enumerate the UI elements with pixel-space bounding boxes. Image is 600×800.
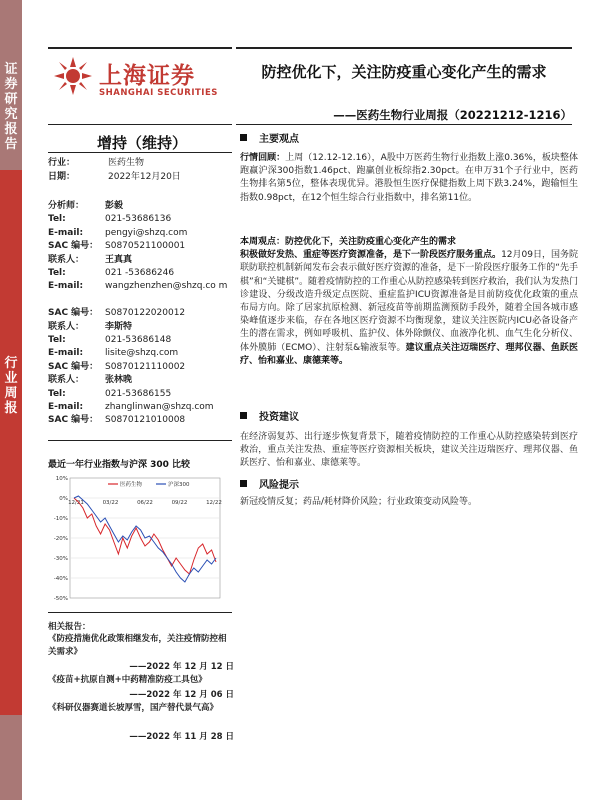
analyst-tel-label: Tel: [48, 214, 66, 225]
chart-ytick-label: -40% [53, 576, 68, 582]
analyst-tel-row [48, 334, 172, 347]
market-review-text: 上周（12.12-12.16），A股中万医药生物行业指数上涨0.36%，板块整体跑赢沪深300指数1.46pct、跑赢创业板综指2.30pct。在申万31个子行业中，医药生物排名第5位，整体表现优异。港股恒生医疗保健指数上周下跌3.24%，跑输恒生指数0.98pct，在12个恒生综合行业指数中，排名第11位。 [240, 153, 578, 203]
analyst-name-value: 张林晚 [105, 375, 133, 386]
related-report-date-row [48, 660, 234, 672]
analyst-tel-label: Tel: [48, 335, 66, 345]
index-comparison-chart [48, 470, 232, 610]
chart-series-line [74, 498, 216, 574]
analyst-name-label: 联系人： [48, 375, 85, 386]
section-main-points [240, 130, 299, 145]
analyst-sac-value: S0870121110002 [105, 361, 186, 372]
date-label: 日期： [48, 172, 76, 182]
section-invest [240, 408, 299, 423]
analyst-name-value: 李斯特 [105, 321, 133, 332]
analyst-name-value: 王真真 [105, 254, 133, 265]
chart-legend-label: 沪深300 [168, 482, 190, 488]
related-report-text: 《防疫措施优化政策相继发布，关注疫情防控相关需求》 [48, 634, 227, 657]
weekly-view-key-point: 积极做好发热、重症等医疗资源准备，是下一阶段医疗服务重点。 [240, 250, 502, 261]
side-label-research-report: 证券研究报告 [4, 62, 18, 152]
chart-xtick-label: 12/21 [68, 500, 84, 506]
chart-bottom-rule [48, 612, 232, 613]
section-risk-title: 风险提示 [259, 480, 299, 491]
section-square-icon [240, 134, 247, 141]
chart-ytick-label: 10% [55, 476, 68, 482]
risk-paragraph: 新冠疫情反复；药品/耗材降价风险；行业政策变动风险等。 [240, 497, 478, 507]
analyst-tel-label: Tel: [48, 388, 66, 399]
analyst-sac-label: SAC 编号： [48, 361, 99, 372]
side-label-weekly-report: 行业周报 [4, 356, 18, 416]
analyst-tel-row [48, 267, 175, 280]
weekly-view-paragraph [240, 236, 578, 368]
weekly-view-text: 12月09日，国务院联防联控机制新闻发布会表示做好医疗资源的准备，是下一阶段医疗服务工作的“先手棋”和“关键棋”。随着疫情防控的工作重心从防控感染转到医疗救治，我们认为发热门诊建设、分级改造升级定点医院、重症监护ICU资源准备是目前防疫优化政策的重点布局方向。除了居家抗原检测、新冠疫苗等前期监测预防手段外，随着全国各城市感染峰值逐步来临，存在各地区医疗资源不均衡现象，建议关注医院内ICU必备设备产生的潜在需求，例如呼吸机、监护仪、体外除颤仪、血液净化机、血气生化分析仪、体外膜肺（ECMO）、注射泵&输液泵等。 [240, 250, 578, 353]
chart-ytick-label: -20% [53, 536, 68, 542]
side-bar-top-segment [0, 0, 22, 170]
analyst-sac-label: SAC 编号： [48, 241, 99, 252]
logo-chinese-name: 上海证券 [99, 63, 195, 89]
analyst-tel-value: 021-53686136 [105, 214, 172, 225]
analyst-email-value: pengyi@shzq.com [105, 227, 188, 238]
chart-xtick-label: 06/22 [137, 500, 153, 506]
analyst-email-label: E-mail: [48, 227, 84, 238]
analyst-name-label: 联系人： [48, 254, 85, 265]
related-reports-title: 相关报告： [48, 622, 91, 632]
logo-english-name: SHANGHAI SECURITIES [99, 88, 218, 98]
chart-svg [48, 470, 232, 610]
industry-row [48, 157, 145, 170]
analyst-sac-value: S0870521100001 [105, 241, 186, 252]
report-subtitle: ——医药生物行业周报（20221212-1216） [333, 108, 572, 122]
weekly-view-headline: 防控优化下，关注防疫重心变化产生的需求 [285, 237, 457, 247]
related-report-item [48, 674, 234, 687]
related-report-date: ——2022 年 11 月 28 日 [129, 732, 234, 742]
related-report-date-row [48, 730, 234, 742]
chart-legend-label: 医药生物 [120, 482, 143, 488]
chart-title: 最近一年行业指数与沪深 300 比较 [48, 460, 191, 470]
related-report-date-row [48, 688, 234, 700]
analyst-sac-value: S0870122020012 [105, 308, 186, 319]
section-square-icon [240, 480, 247, 487]
analyst-email-label: E-mail: [48, 281, 84, 292]
analyst-tel-row [48, 388, 172, 401]
analyst-name-row [48, 374, 133, 387]
related-report-text: 《疫苗+抗原自测+中药精准防疫工具包》 [48, 675, 207, 685]
analyst-name-row [48, 321, 133, 334]
chart-xtick-label: 09/22 [171, 500, 188, 506]
right-top-rule [236, 47, 572, 49]
section-main-points-title: 主要观点 [259, 134, 299, 145]
analyst-tel-value: 021 -53686246 [105, 268, 175, 278]
analyst-sac-row [48, 240, 186, 253]
analyst-name-value: 彭毅 [105, 201, 124, 211]
analyst-sac-row [48, 307, 186, 320]
date-value: 2022年12月20日 [108, 172, 181, 182]
date-row [48, 171, 181, 184]
company-logo [52, 55, 232, 105]
market-review-label: 行情回顾： [240, 153, 286, 163]
related-report-text: 《科研仪器赛道长坡厚雪，国产替代景气高》 [48, 703, 219, 713]
industry-label: 行业： [48, 158, 76, 168]
analyst-name-row [48, 254, 133, 267]
section-invest-title: 投资建议 [259, 412, 299, 423]
report-title: 防控优化下，关注防疫重心变化产生的需求 [261, 63, 547, 81]
analyst-sac-row [48, 414, 186, 427]
related-report-date: ——2022 年 12 月 12 日 [129, 662, 234, 672]
left-header-rule [48, 124, 232, 125]
analyst-sac-label: SAC 编号： [48, 415, 99, 426]
weekly-view-recommendation: 建议重点关注迈瑞医疗、理邦仪器、鱼跃医疗、怡和嘉业、康德莱等。 [240, 342, 578, 366]
analyst-email-label: E-mail: [48, 348, 84, 359]
weekly-view-label: 本周观点： [240, 237, 286, 247]
analyst-email-row [48, 347, 179, 360]
related-report-item [48, 633, 234, 659]
industry-value: 医药生物 [108, 158, 145, 168]
analyst-tel-row [48, 213, 172, 226]
analyst-email-row [48, 280, 228, 293]
analyst-name-row [48, 200, 124, 213]
analyst-name-label: 联系人： [48, 321, 85, 332]
analyst-name-label: 分析师： [48, 201, 85, 211]
analyst-email-label: E-mail: [48, 402, 84, 412]
chart-ytick-label: -50% [53, 596, 68, 602]
chart-xtick-label: 12/22 [206, 500, 222, 506]
side-bar-middle-segment [0, 170, 22, 715]
related-report-item [48, 702, 234, 715]
analyst-tel-label: Tel: [48, 268, 66, 278]
chart-ytick-label: -30% [53, 556, 68, 562]
section-risk [240, 476, 299, 491]
analyst-sac-row [48, 361, 186, 374]
related-report-date: ——2022 年 12 月 06 日 [129, 690, 234, 700]
invest-paragraph: 在经济弱复苏、出行逐步恢复背景下，随着疫情防控的工作重心从防控感染转到医疗救治，重点关注发热、重症等医疗资源相关板块，建议关注迈瑞医疗、理邦仪器、鱼跃医疗、怡和嘉业、康德莱等。 [240, 432, 578, 469]
left-top-rule [48, 47, 232, 49]
analyst-email-value: wangzhenzhen@shzq.co m [105, 281, 228, 292]
market-review-paragraph [240, 152, 578, 205]
chart-ytick-label: -10% [53, 516, 68, 522]
chart-series-line [74, 496, 216, 582]
analyst-email-value: zhanglinwan@shzq.com [105, 402, 214, 412]
analyst-email-row [48, 227, 188, 240]
side-bar-bottom-segment [0, 715, 22, 800]
chart-ytick-label: 0% [59, 496, 68, 502]
analyst-sac-value: S0870121010008 [105, 415, 186, 426]
section-square-icon [240, 412, 247, 419]
analyst-tel-value: 021-53686155 [105, 388, 172, 399]
right-header-rule [236, 124, 572, 125]
rating-rule [48, 152, 232, 153]
analyst-email-row [48, 401, 214, 414]
rating: 增持（维持） [96, 134, 187, 152]
analyst-sac-label: SAC 编号： [48, 308, 99, 319]
side-bar [0, 0, 22, 800]
analyst-bottom-rule [48, 440, 232, 441]
analyst-tel-value: 021-53686148 [105, 335, 172, 345]
chart-xtick-label: 03/22 [102, 500, 119, 506]
analyst-email-value: lisite@shzq.com [105, 348, 179, 359]
logo-sun-icon [52, 55, 94, 97]
